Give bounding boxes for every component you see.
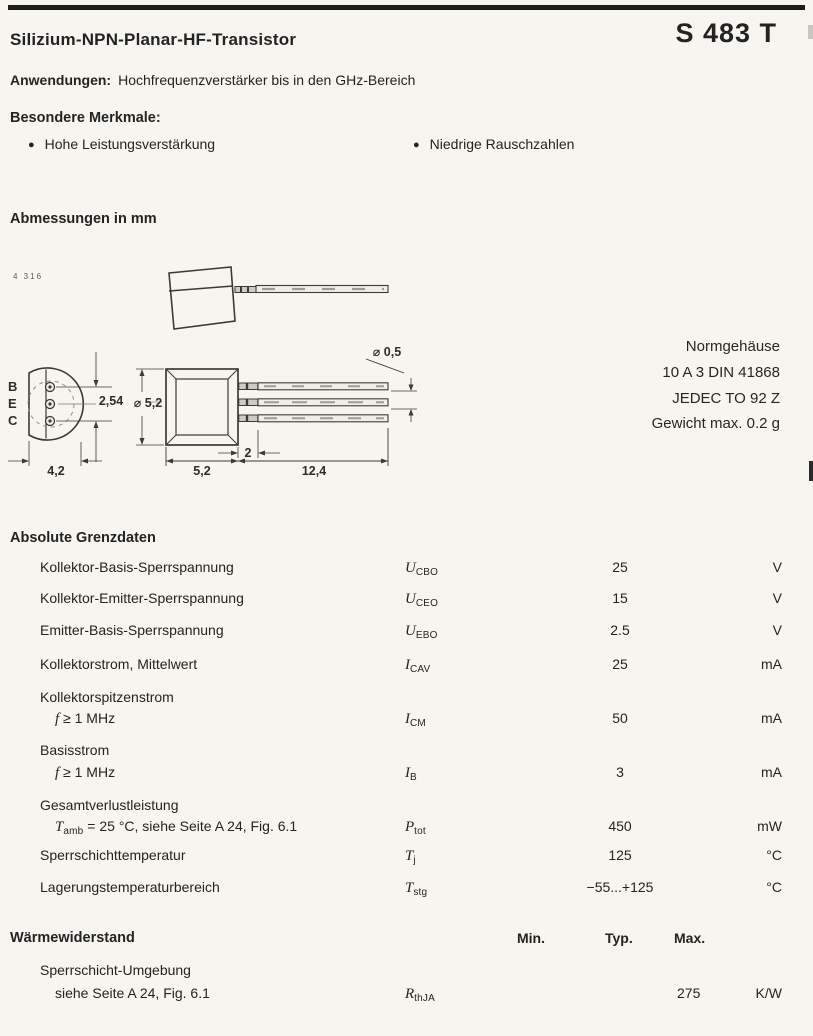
- norm-line: JEDEC TO 92 Z: [672, 389, 780, 407]
- param-row: [0, 985, 813, 1002]
- param-unit: mA: [761, 764, 782, 780]
- param-symbol: $I_{CAV}$: [405, 657, 431, 675]
- param-value: 125: [608, 847, 632, 863]
- param-condition: siehe Seite A 24, Fig. 6.1: [55, 985, 210, 1001]
- column-header-max: Max.: [674, 930, 706, 946]
- param-row: [0, 818, 813, 835]
- param-row: [0, 797, 813, 814]
- param-value: 25: [612, 656, 628, 672]
- bullet-icon: ●: [28, 139, 35, 151]
- dim-pin-spacing: 2,54: [98, 394, 124, 408]
- thermal-heading: Wärmewiderstand: [10, 930, 135, 946]
- pin-label-emitter: E: [8, 396, 17, 411]
- param-unit: V: [772, 559, 782, 575]
- feature-label: Niedrige Rauschzahlen: [429, 136, 575, 152]
- param-unit: V: [772, 622, 782, 638]
- dim-body-diameter: ⌀ 5,2: [133, 396, 163, 410]
- param-unit: °C: [766, 879, 782, 895]
- param-symbol: $P_{tot}$: [405, 819, 426, 837]
- param-value: 15: [612, 590, 628, 606]
- param-row: [0, 710, 813, 727]
- param-symbol: $U_{EBO}$: [405, 623, 438, 641]
- param-row: [0, 962, 813, 979]
- column-header-min: Min.: [517, 930, 545, 946]
- param-label: Kollektorspitzenstrom: [40, 689, 174, 705]
- dim-body-width: 5,2: [193, 464, 211, 478]
- features-heading: Besondere Merkmale:: [10, 110, 161, 126]
- param-label: Gesamtverlustleistung: [40, 797, 179, 813]
- param-label: Kollektorstrom, Mittelwert: [40, 656, 198, 672]
- param-value: 2.5: [610, 622, 630, 638]
- param-symbol: $T_{stg}$: [405, 880, 428, 898]
- param-row: [0, 590, 813, 607]
- package-standard-block: [520, 334, 780, 437]
- applications-label: Anwendungen:: [10, 72, 112, 88]
- param-row: [0, 656, 813, 673]
- dim-lead-offset: 2: [244, 446, 252, 460]
- feature-item: [413, 136, 574, 152]
- page-title: Silizium-NPN-Planar-HF-Transistor: [10, 30, 297, 49]
- column-header-typ: Typ.: [605, 930, 633, 946]
- param-value: 25: [612, 559, 628, 575]
- bullet-icon: ●: [413, 139, 420, 151]
- applications-line: [10, 72, 415, 88]
- param-condition: f ≥ 1 MHz: [55, 764, 116, 781]
- param-label: Sperrschicht-Umgebung: [40, 962, 191, 978]
- param-row: [0, 742, 813, 759]
- top-rule: [8, 5, 805, 10]
- param-value: −55...+125: [586, 879, 654, 895]
- param-symbol: $U_{CBO}$: [405, 560, 439, 578]
- param-condition: $T_{amb} = 25$ °C, siehe Seite A 24, Fig. 6.1: [55, 818, 298, 837]
- norm-line: 10 A 3 DIN 41868: [662, 363, 780, 381]
- param-condition: f ≥ 1 MHz: [55, 710, 116, 727]
- param-value: 50: [612, 710, 628, 726]
- norm-line: Normgehäuse: [685, 338, 780, 355]
- param-label: Lagerungstemperaturbereich: [40, 879, 220, 895]
- param-row: [0, 764, 813, 781]
- param-value: 3: [616, 764, 624, 780]
- scan-artifact: [809, 461, 813, 481]
- dim-lead-length: 12,4: [301, 464, 327, 478]
- param-row: [0, 879, 813, 896]
- param-unit: V: [772, 590, 782, 606]
- param-unit: °C: [766, 847, 782, 863]
- param-row: [0, 689, 813, 706]
- param-row: [0, 622, 813, 639]
- dim-lead-diameter: ⌀ 0,5: [372, 345, 402, 359]
- applications-text: Hochfrequenzverstärker bis in den GHz-Bereich: [118, 72, 416, 88]
- param-unit: mA: [761, 710, 782, 726]
- norm-line: Gewicht max. 0.2 g: [651, 415, 780, 433]
- param-max-value: 275: [677, 985, 701, 1001]
- param-unit: mA: [761, 656, 782, 672]
- param-label: Kollektor-Basis-Sperrspannung: [40, 559, 234, 575]
- part-number: S 483 T: [675, 18, 777, 48]
- param-unit: mW: [757, 818, 782, 834]
- param-symbol: $T_j$: [405, 848, 416, 866]
- param-label: Kollektor-Emitter-Sperrspannung: [40, 590, 244, 606]
- figure-number: 4 316: [13, 272, 44, 281]
- pin-label-collector: C: [8, 413, 18, 428]
- ratings-heading: Absolute Grenzdaten: [10, 530, 156, 546]
- dim-front-width: 4,2: [47, 464, 65, 478]
- param-symbol: $U_{CEO}$: [405, 591, 439, 609]
- param-label: Sperrschichttemperatur: [40, 847, 186, 863]
- param-row: [0, 847, 813, 864]
- scan-artifact: [808, 25, 813, 39]
- param-label: Basisstrom: [40, 742, 110, 758]
- param-label: Emitter-Basis-Sperrspannung: [40, 622, 224, 638]
- param-value: 450: [608, 818, 632, 834]
- param-symbol: $I_B$: [405, 765, 417, 783]
- dimensions-heading: Abmessungen in mm: [10, 211, 157, 227]
- feature-label: Hohe Leistungsverstärkung: [44, 136, 216, 152]
- param-row: [0, 559, 813, 576]
- param-unit: K/W: [755, 985, 782, 1001]
- param-symbol: $I_{CM}$: [405, 711, 426, 729]
- thermal-header-row: [0, 930, 813, 947]
- feature-item: [28, 136, 215, 152]
- param-symbol: $R_{thJA}$: [405, 986, 435, 1004]
- pin-label-base: B: [8, 379, 18, 394]
